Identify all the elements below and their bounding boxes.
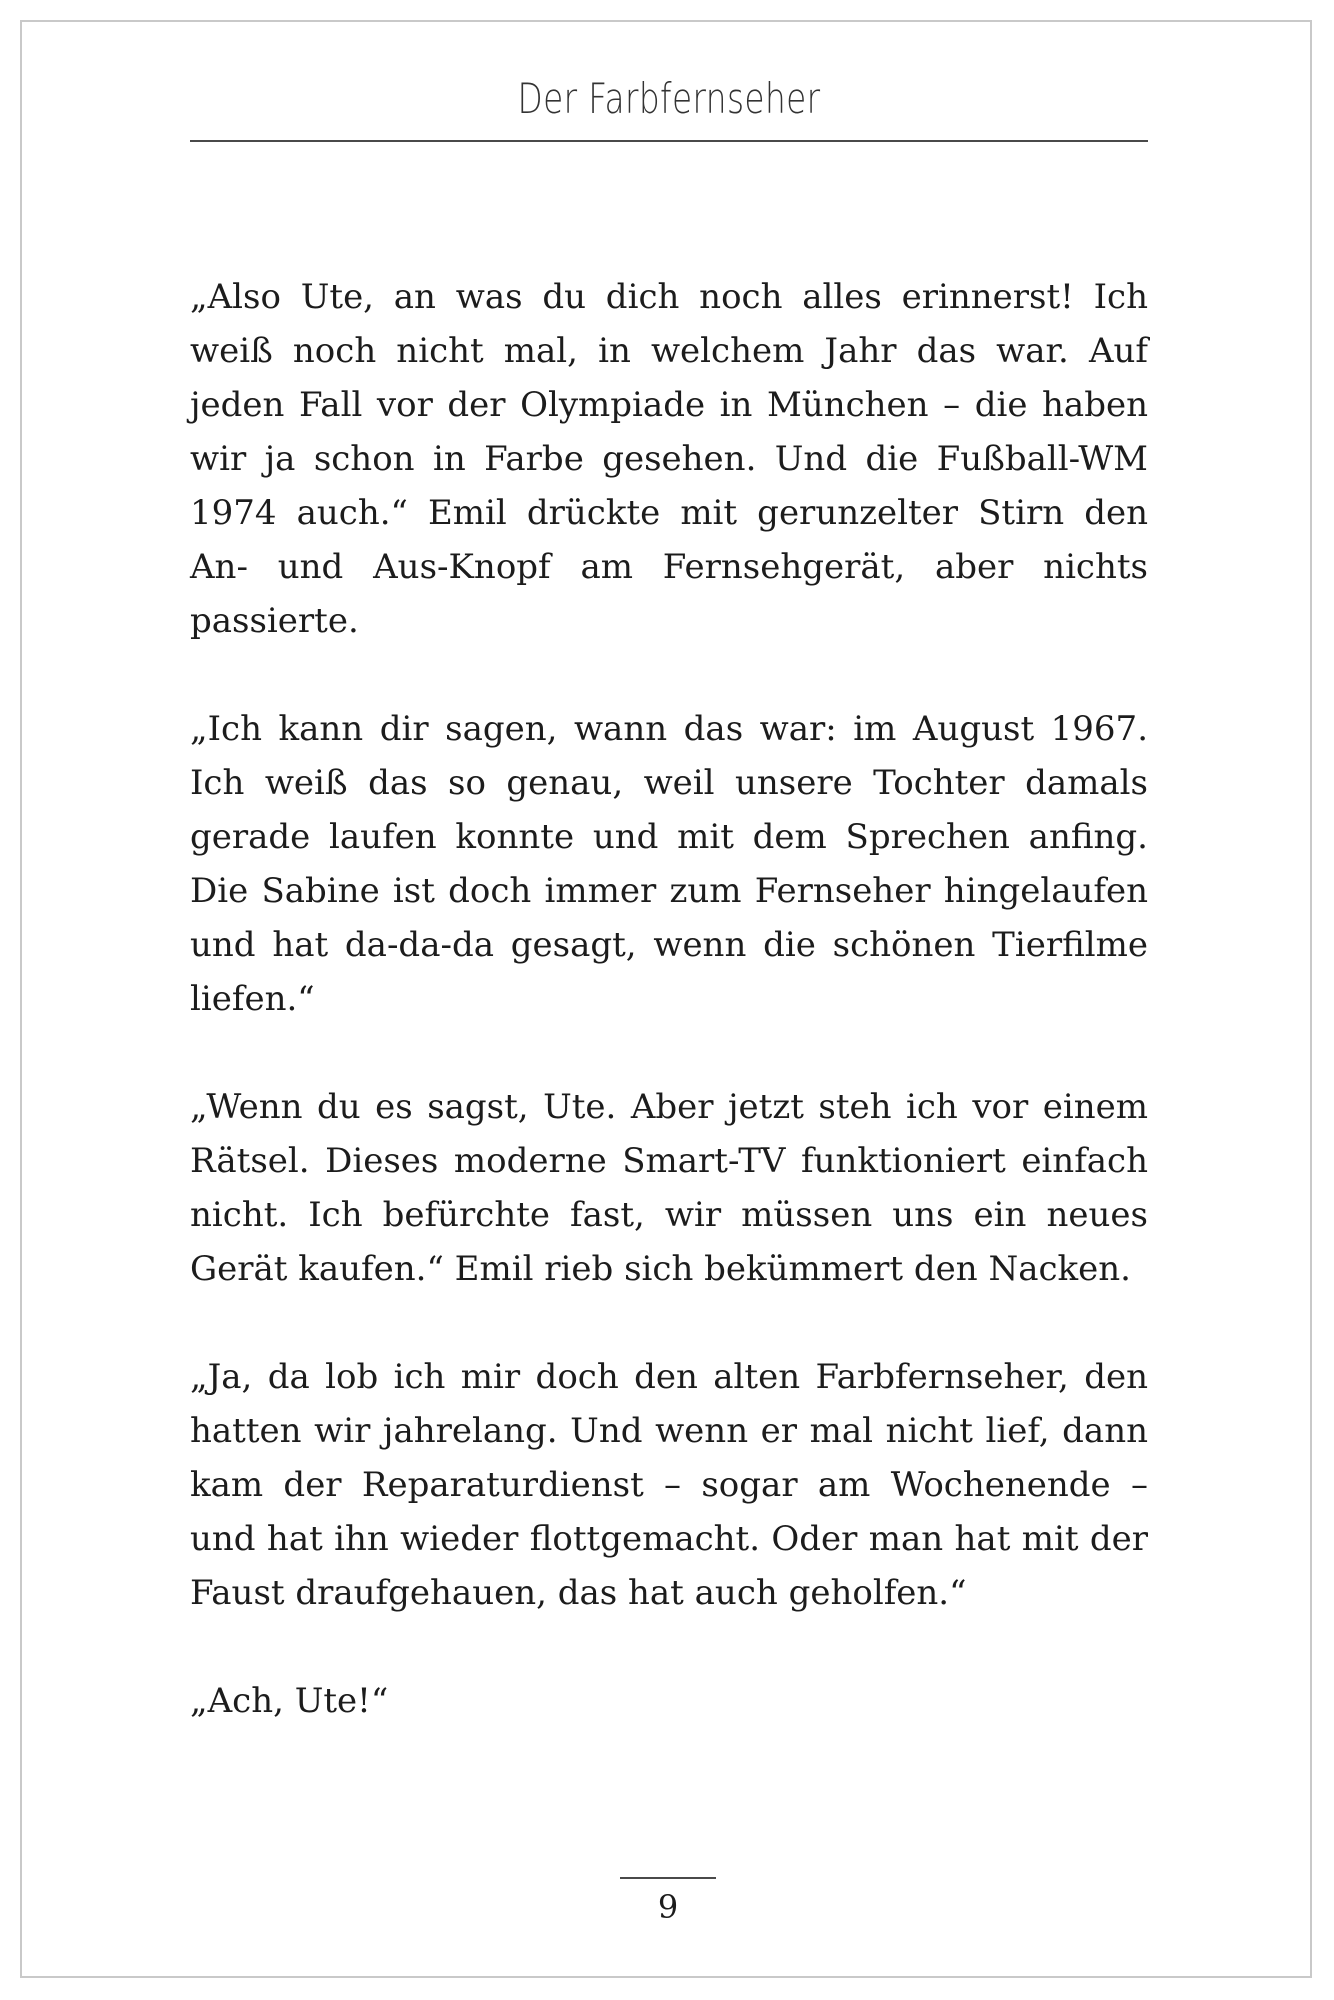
paragraph-5: „Ach, Ute!“ [190, 1681, 389, 1721]
paragraph-1: „Also Ute, an was du dich noch alles erinnerst! Ich weiß noch nicht mal, in welchem Jahr das war. Auf jeden Fall vor der Olympiade in München – die haben wir ja schon in Farbe gesehen. Und die Fußball-WM 1974 auch.“ Emil drückte mit gerunzelter Stirn den An- und Aus-Knopf am Fernsehgerät, aber nichts passierte. [190, 277, 1148, 641]
body-text [190, 270, 1148, 1782]
paragraph-2: „Ich kann dir sagen, wann das war: im August 1967. Ich weiß das so genau, weil unsere Tochter damals gerade laufen konnte und mit dem Sprechen anfing. Die Sabine ist doch immer zum Fernseher hingelaufen und hat da-da-da gesagt, wenn die schönen Tierfilme liefen.“ [190, 709, 1148, 1019]
header-rule [190, 140, 1148, 142]
paragraph-3: „Wenn du es sagst, Ute. Aber jetzt steh ich vor einem Rätsel. Dieses moderne Smart-TV funktioniert einfach nicht. Ich befürchte fast, wir müssen uns ein neues Gerät kaufen.“ Emil rieb sich bekümmert den Nacken. [190, 1087, 1148, 1289]
paragraph-4: „Ja, da lob ich mir doch den alten Farbfernseher, den hatten wir jahrelang. Und wenn er mal nicht lief, dann kam der Reparaturdienst – sogar am Wochenende – und hat ihn wieder flottgemacht. Oder man hat mit der Faust draufgehauen, das hat auch geholfen.“ [190, 1357, 1148, 1613]
running-head: Der Farbfernseher [517, 74, 821, 123]
folio-rule [620, 1877, 716, 1879]
page-number: 9 [657, 1888, 679, 1926]
